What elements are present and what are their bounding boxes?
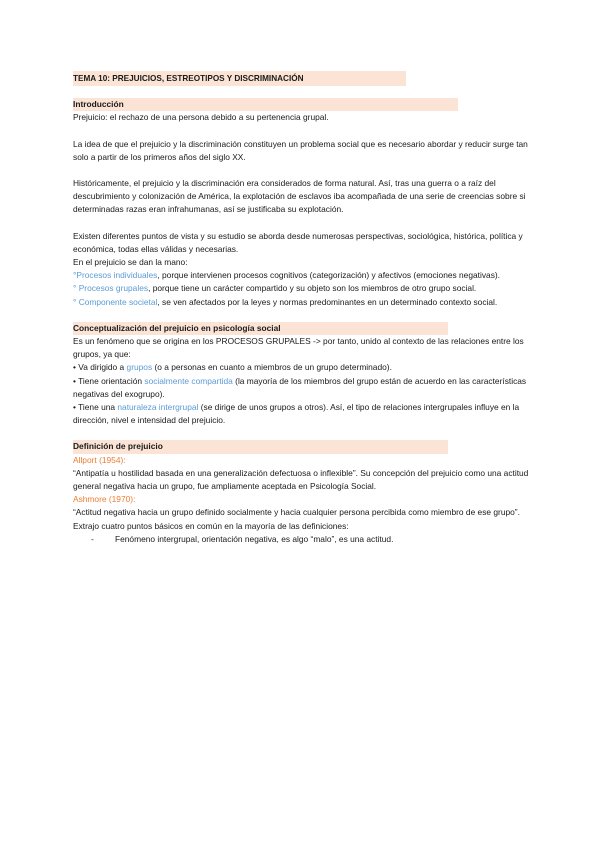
definition-quote: “Antipatía u hostilidad basada en una generalización defectuosa o inflexible”. Su concepción del prejuicio como una actitud general negativa hacia un grupo, fue ampliamente aceptada en Psicología Social.	[73, 467, 529, 492]
list-item: - Fenómeno intergrupal, orientación negativa, es algo “malo”, es una actitud.	[73, 533, 533, 546]
list-item: ° Procesos grupales, porque tiene un carácter compartido y su objeto son los miembros de otro grupo social.	[73, 283, 477, 294]
author-citation: Allport (1954):	[73, 454, 126, 465]
definition-paragraph: Prejuicio: el rechazo de una persona debido a su pertenencia grupal.	[73, 112, 329, 123]
list-item: • Tiene orientación socialmente compartida (la mayoría de los miembros del grupo están de acuerdo en las características negativas del exogrupo).	[73, 375, 527, 399]
list-item: °Procesos individuales, porque intervienen procesos cognitivos (categorización) y afectivos (emociones negativas).	[73, 270, 500, 281]
section-heading-conceptualizacion: Conceptualización del prejuicio en psicología social	[73, 322, 448, 335]
key-term: socialmente compartida	[144, 375, 233, 386]
key-term: grupos	[126, 362, 153, 373]
intro-paragraph-2: Históricamente, el prejuicio y la discriminación era considerados de forma natural. Así, tras una guerra o a raíz del descubrimiento y colonización de América, la explotación de esclavos iba acompañada de una serie de creencias sobre si determinadas razas eran infrahumanas, así se justificaba su explotación.	[73, 178, 526, 215]
list-item: ° Componente societal, se ven afectados por la leyes y normas predominantes en un determinado contexto social.	[73, 296, 498, 307]
bullet-icon: °	[73, 296, 77, 307]
bullet-icon: °	[73, 270, 77, 281]
list-item: • Tiene una naturaleza intergrupal (se dirige de unos grupos a otros). Así, el tipo de relaciones intergrupales influye en la dirección, nivel e intensidad del prejuicio.	[73, 402, 520, 426]
bullet-icon: °	[73, 283, 77, 294]
document-title: TEMA 10: PREJUICIOS, ESTREOTIPOS Y DISCRIMINACIÓN	[73, 71, 406, 86]
section-heading-introduccion: Introducción	[73, 98, 458, 111]
intro-paragraph-3: Existen diferentes puntos de vista y su estudio se aborda desde numerosas perspectivas, sociológica, histórica, política y económica, todas ellas válidas y necesarias.	[73, 230, 523, 254]
concept-paragraph: Es un fenómeno que se origina en los PROCESOS GRUPALES -> por tanto, unido al contexto de las relaciones entre los grupos, ya que:	[73, 336, 524, 360]
key-term: Procesos individuales	[76, 270, 158, 281]
document-body	[73, 71, 533, 546]
list-item: • Va dirigido a grupos (o a personas en cuanto a miembros de un grupo determinado).	[73, 362, 392, 373]
definition-quote: “Actitud negativa hacia un grupo definido socialmente y hacia cualquier persona percibida como miembro de ese grupo”. Extrajo cuatro puntos básicos en común en la mayoría de las definiciones:	[73, 507, 520, 531]
key-term: naturaleza intergrupal	[117, 402, 199, 413]
author-citation: Ashmore (1970):	[73, 494, 136, 505]
key-term: Procesos grupales	[78, 283, 149, 294]
key-term: Componente societal	[78, 296, 158, 307]
dash-icon: -	[91, 533, 94, 544]
intro-paragraph-4: En el prejuicio se dan la mano:	[73, 257, 188, 268]
intro-paragraph-1: La idea de que el prejuicio y la discriminación constituyen un problema social que es necesario abordar y reducir surge tan solo a partir de los primeros años del siglo XX.	[73, 138, 528, 162]
section-heading-definicion: Definición de prejuicio	[73, 440, 448, 453]
